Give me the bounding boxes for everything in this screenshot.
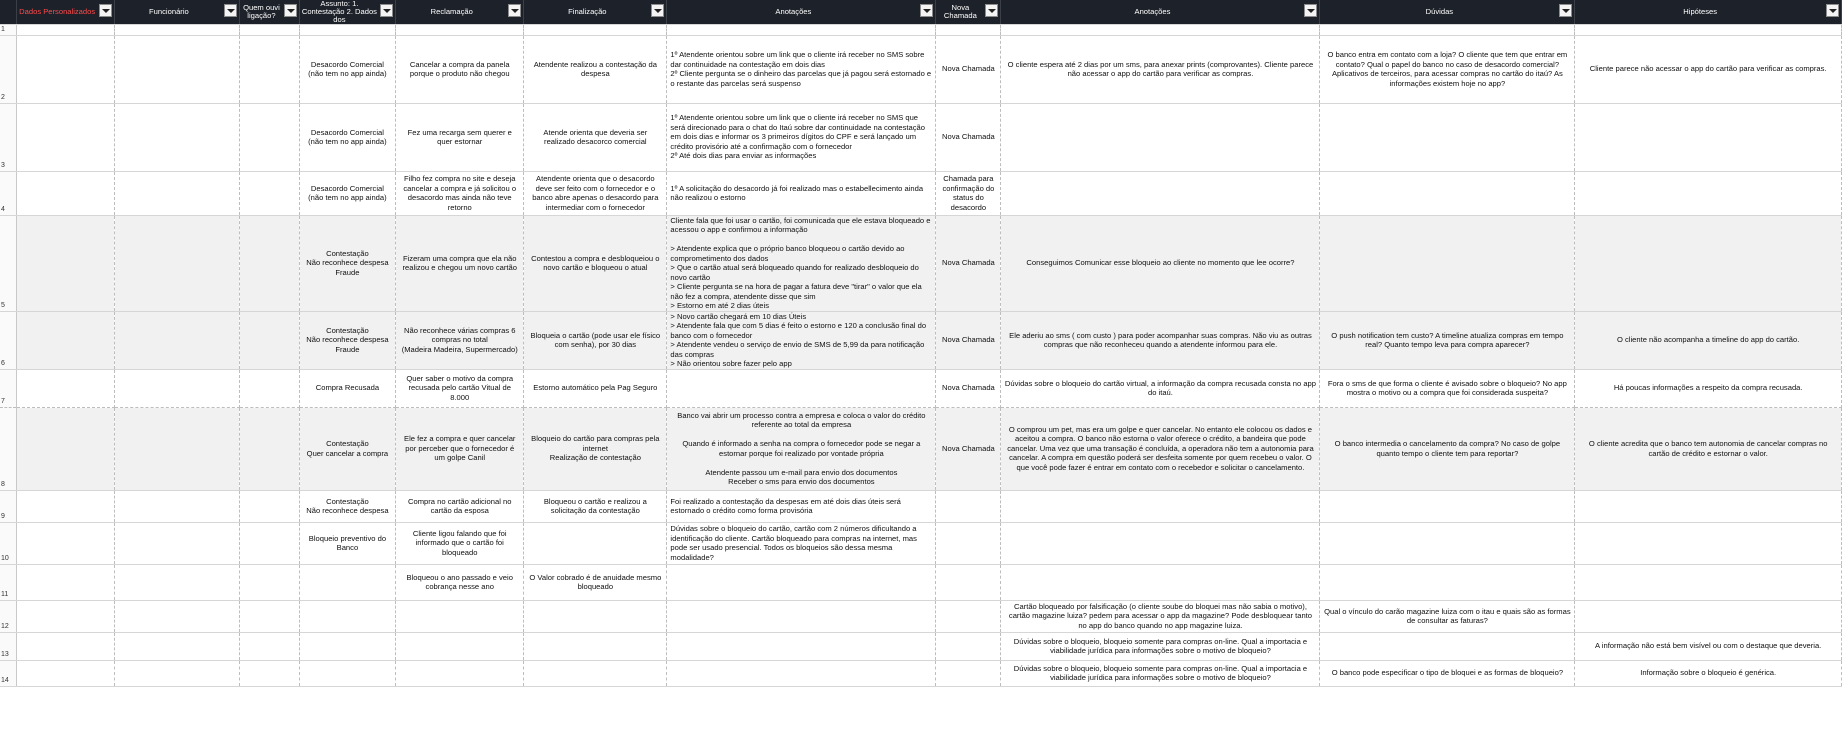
table-cell[interactable]	[1575, 600, 1842, 632]
table-cell[interactable]: Bloqueou o cartão e realizou a solicitação da contestação	[524, 490, 667, 522]
table-cell[interactable]: Dúvidas sobre o bloqueio, bloqueio somente para compras on-line. Qual a importacia e viabilidade jurídica para informações sobre o motivo de bloqueio?	[1001, 660, 1320, 686]
row-number[interactable]: 2	[0, 35, 16, 103]
table-cell[interactable]	[1320, 171, 1575, 215]
row-number[interactable]: 12	[0, 600, 16, 632]
table-cell[interactable]	[667, 564, 936, 600]
table-cell[interactable]	[1320, 564, 1575, 600]
table-cell[interactable]	[114, 25, 240, 36]
column-header-label: Assunto: 1. Contestação 2. Dados dos	[301, 0, 377, 24]
table-cell[interactable]: Qual o vínculo do carão magazine luiza com o itau e quais são as formas de consultar as faturas?	[1320, 600, 1575, 632]
table-cell[interactable]	[524, 632, 667, 660]
filter-dropdown-icon[interactable]	[920, 4, 933, 17]
table-cell[interactable]	[524, 660, 667, 686]
table-cell[interactable]	[114, 171, 240, 215]
column-header[interactable]	[936, 0, 1001, 25]
table-cell[interactable]	[936, 564, 1001, 600]
table-cell[interactable]	[1320, 25, 1575, 36]
table-cell[interactable]	[936, 25, 1001, 36]
table-cell[interactable]	[299, 564, 396, 600]
table-cell[interactable]: Dúvidas sobre o bloqueio, bloqueio somente para compras on-line. Qual a importacia e viabilidade jurídica para informações sobre o motivo de bloqueio?	[1001, 632, 1320, 660]
table-cell[interactable]	[114, 369, 240, 407]
table-cell[interactable]	[1320, 632, 1575, 660]
table-cell[interactable]	[1320, 490, 1575, 522]
column-header-label: Anotações	[1134, 7, 1171, 16]
table-cell[interactable]	[114, 35, 240, 103]
table-cell[interactable]	[936, 600, 1001, 632]
table-cell[interactable]: Contestação Quer cancelar a compra	[299, 407, 396, 490]
table-cell[interactable]	[16, 215, 114, 311]
corner-cell[interactable]	[0, 0, 16, 25]
column-header[interactable]	[1575, 0, 1842, 25]
filter-dropdown-icon[interactable]	[985, 4, 998, 17]
table-cell[interactable]: Bloqueio do cartão para compras pela internet Realização de contestação	[524, 407, 667, 490]
table-cell[interactable]	[524, 522, 667, 564]
table-cell[interactable]	[299, 632, 396, 660]
table-cell[interactable]	[240, 522, 299, 564]
table-cell[interactable]: O banco intermedia o cancelamento da compra? No caso de golpe quanto tempo o cliente tem para reportar?	[1320, 407, 1575, 490]
table-cell[interactable]	[667, 600, 936, 632]
column-header-label: Finalização	[568, 7, 607, 16]
table-cell[interactable]	[396, 25, 524, 36]
column-header[interactable]	[114, 0, 240, 25]
column-header[interactable]	[240, 0, 299, 25]
table-cell[interactable]	[240, 660, 299, 686]
table-cell[interactable]	[299, 600, 396, 632]
filter-dropdown-icon[interactable]	[508, 4, 521, 17]
table-cell[interactable]: Fora o sms de que forma o cliente é avisado sobre o bloqueio? No app mostra o motivo ou a compra que foi considerada suspeita?	[1320, 369, 1575, 407]
table-cell[interactable]	[936, 660, 1001, 686]
table-cell[interactable]: O comprou um pet, mas era um golpe e quer cancelar. No entanto ele colocou os dados e aceitou a compra. O banco não estorna o valor oferece o crédito, a bandeira que pode cancelar. Uma vez que uma transação é concluída, a operadora não tem a autonomia para cancelar. A compra em questão poderá ser desfeita somente por quem recebeu o valor. O que você pode fazer é entrar em contato com o recebedor e solicitar o cancelamento.	[1001, 407, 1320, 490]
column-header[interactable]	[396, 0, 524, 25]
table-cell[interactable]: O Valor cobrado é de anuidade mesmo bloqueado	[524, 564, 667, 600]
table-cell[interactable]: Ele fez a compra e quer cancelar por perceber que o fornecedor é um golpe Canil	[396, 407, 524, 490]
filter-dropdown-icon[interactable]	[1559, 4, 1572, 17]
table-cell[interactable]	[936, 490, 1001, 522]
table-cell[interactable]	[667, 369, 936, 407]
table-cell[interactable]: Bloqueio preventivo do Banco	[299, 522, 396, 564]
table-row	[0, 311, 1842, 369]
table-cell[interactable]	[1001, 564, 1320, 600]
table-cell[interactable]: Contestação Não reconhece despesa Fraude	[299, 215, 396, 311]
table-cell[interactable]	[114, 632, 240, 660]
table-cell[interactable]	[240, 215, 299, 311]
table-cell[interactable]	[114, 660, 240, 686]
table-row	[0, 600, 1842, 632]
table-cell[interactable]	[240, 35, 299, 103]
table-cell[interactable]	[16, 632, 114, 660]
table-cell[interactable]	[114, 522, 240, 564]
table-cell[interactable]: Nova Chamada	[936, 35, 1001, 103]
table-cell[interactable]: Nova Chamada	[936, 215, 1001, 311]
table-row	[0, 564, 1842, 600]
table-cell[interactable]: Banco vai abrir um processo contra a empresa e coloca o valor do crédito referente ao total da empresa Quando é informado a senha na compra o fornecedor pode se negar a estornar porque foi realizado por vontade própria Atendente passou um e-mail para envio dos documentos Receber o sms para envio dos documentos	[667, 407, 936, 490]
table-cell[interactable]: 1º Atendente orientou sobre um link que o cliente irá receber no SMS que será direcionado para o chat do Itaú sobre dar continuidade na contestação em dois dias e informar os 3 primeiros dígitos do CPF e será lançado um crédito provisório até a confirmação com o fornecedor 2º Até dois dias para enviar as informações	[667, 103, 936, 171]
table-row	[0, 215, 1842, 311]
row-number[interactable]: 4	[0, 171, 16, 215]
table-cell[interactable]	[936, 632, 1001, 660]
table-cell[interactable]	[396, 660, 524, 686]
table-cell[interactable]: Bloqueia o cartão (pode usar ele físico com senha), por 30 dias	[524, 311, 667, 369]
table-row	[0, 632, 1842, 660]
column-header-label: Quem ouvi ligação?	[243, 3, 280, 20]
table-cell[interactable]	[1575, 564, 1842, 600]
table-cell[interactable]	[16, 564, 114, 600]
column-header[interactable]	[667, 0, 936, 25]
table-cell[interactable]	[1320, 103, 1575, 171]
table-cell[interactable]	[240, 25, 299, 36]
row-number[interactable]: 10	[0, 522, 16, 564]
table-cell[interactable]	[114, 103, 240, 171]
table-cell[interactable]: 1º Atendente orientou sobre um link que o cliente irá receber no SMS sobre dar continuidade na contestação em dois dias 2º Cliente pergunta se o dinheiro das parcelas que já pagou será estornado e o restante das parcelas será suspenso	[667, 35, 936, 103]
row-number[interactable]: 7	[0, 369, 16, 407]
table-cell[interactable]	[1575, 522, 1842, 564]
table-cell[interactable]	[936, 522, 1001, 564]
table-cell[interactable]	[16, 660, 114, 686]
table-cell[interactable]	[667, 632, 936, 660]
column-header-label: Nova Chamada	[943, 3, 977, 20]
table-cell[interactable]: Nova Chamada	[936, 369, 1001, 407]
row-number[interactable]: 5	[0, 215, 16, 311]
column-header[interactable]	[1001, 0, 1320, 25]
table-row	[0, 25, 1842, 36]
table-cell[interactable]: Conseguimos Comunicar esse bloqueio ao cliente no momento que lee ocorre?	[1001, 215, 1320, 311]
column-header-label: Reclamação	[430, 7, 473, 16]
table-cell[interactable]	[1575, 25, 1842, 36]
table-cell[interactable]	[16, 103, 114, 171]
table-cell[interactable]	[524, 25, 667, 36]
table-cell[interactable]	[16, 35, 114, 103]
table-cell[interactable]: Desacordo Comercial (não tem no app ainda)	[299, 171, 396, 215]
table-cell[interactable]: Estorno automático pela Pag Seguro	[524, 369, 667, 407]
row-number[interactable]: 14	[0, 660, 16, 686]
table-cell[interactable]	[240, 407, 299, 490]
row-number[interactable]: 1	[0, 25, 16, 36]
table-cell[interactable]	[114, 215, 240, 311]
table-cell[interactable]	[240, 490, 299, 522]
filter-dropdown-icon[interactable]	[224, 4, 237, 17]
table-cell[interactable]	[1575, 490, 1842, 522]
table-row	[0, 522, 1842, 564]
table-cell[interactable]	[114, 600, 240, 632]
table-cell[interactable]: Contestação Não reconhece despesa Fraude	[299, 311, 396, 369]
row-number[interactable]: 9	[0, 490, 16, 522]
table-cell[interactable]	[114, 407, 240, 490]
table-cell[interactable]	[1001, 490, 1320, 522]
table-row	[0, 660, 1842, 686]
row-number[interactable]: 11	[0, 564, 16, 600]
table-cell[interactable]	[16, 311, 114, 369]
table-cell[interactable]	[114, 311, 240, 369]
table-cell[interactable]: Contestou a compra e desbloqueiou o novo cartão e bloqueou o atual	[524, 215, 667, 311]
table-cell[interactable]	[16, 522, 114, 564]
header-row	[0, 0, 1842, 25]
table-cell[interactable]: Nova Chamada	[936, 311, 1001, 369]
table-cell[interactable]: Compra no cartão adicional no cartão da esposa	[396, 490, 524, 522]
column-header[interactable]	[524, 0, 667, 25]
table-cell[interactable]	[396, 600, 524, 632]
table-cell[interactable]: O cliente não acompanha a timeline do app do cartão.	[1575, 311, 1842, 369]
table-cell[interactable]: Não reconhece várias compras 6 compras no total (Madeira Madeira, Supermercado)	[396, 311, 524, 369]
table-cell[interactable]	[1001, 171, 1320, 215]
table-cell[interactable]	[299, 660, 396, 686]
table-cell[interactable]: Contestação Não reconhece despesa	[299, 490, 396, 522]
table-cell[interactable]: Desacordo Comercial (não tem no app ainda)	[299, 103, 396, 171]
row-number[interactable]: 13	[0, 632, 16, 660]
column-header-label: Anotações	[775, 7, 812, 16]
table-cell[interactable]	[240, 600, 299, 632]
table-cell[interactable]: Desacordo Comercial (não tem no app ainda)	[299, 35, 396, 103]
table-cell[interactable]: Fez uma recarga sem querer e quer estornar	[396, 103, 524, 171]
table-row	[0, 103, 1842, 171]
column-header-label: Hipóteses	[1683, 7, 1718, 16]
table-cell[interactable]: O banco pode especificar o tipo de bloquei e as formas de bloqueio?	[1320, 660, 1575, 686]
filter-dropdown-icon[interactable]	[1826, 4, 1839, 17]
table-cell[interactable]: Atendente orienta que o desacordo deve ser feito com o fornecedor e o banco abre apenas o desacordo para intermediar com o fornecedor	[524, 171, 667, 215]
table-cell[interactable]: Cliente ligou falando que foi informado que o cartão foi bloqueado	[396, 522, 524, 564]
filter-dropdown-icon[interactable]	[284, 4, 297, 17]
table-cell[interactable]: O cliente acredita que o banco tem autonomia de cancelar compras no cartão de crédito e estornar o valor.	[1575, 407, 1842, 490]
table-cell[interactable]	[667, 660, 936, 686]
table-cell[interactable]: Cliente fala que foi usar o cartão, foi comunicada que ele estava bloqueado e acessou o app e confirmou a informação > Atendente explica que o próprio banco bloqueou o cartão devido ao comprometimento dos dados > Que o cartão atual será bloqueado quando for realizado desbloqueio do novo cartão > Cliente pergunta se na hora de pagar a fatura deve "tirar" o valor que ela não fez a compra, atendente disse que sim > Estorno em até 2 dias úteis	[667, 215, 936, 311]
table-cell[interactable]: O banco entra em contato com a loja? O cliente que tem que entrar em contato? Qual o papel do banco no caso de desacordo comercial? Aplicativos de terceiros, para acessar compras no cartão do itaú? As informações existem hoje no app?	[1320, 35, 1575, 103]
table-cell[interactable]: O push notification tem custo? A timeline atualiza compras em tempo real? Quanto tempo leva para compra aparecer?	[1320, 311, 1575, 369]
table-cell[interactable]: Atendente realizou a contestação da despesa	[524, 35, 667, 103]
table-cell[interactable]: Filho fez compra no site e deseja cancelar a compra e já solicitou o desacordo mas ainda não teve retorno	[396, 171, 524, 215]
table-cell[interactable]: Dúvidas sobre o bloqueio do cartão virtual, a informação da compra recusada consta no app do itaú.	[1001, 369, 1320, 407]
table-cell[interactable]	[114, 490, 240, 522]
table-cell[interactable]	[240, 311, 299, 369]
table-cell[interactable]: Informação sobre o bloqueio é genérica.	[1575, 660, 1842, 686]
table-cell[interactable]: Cartão bloqueado por falsificação (o cliente soube do bloquei mas não sabia o motivo), cartão magazine luiza? pedem para acessar o app da magazine? Pode desbloquear tanto no app do banco quando no app magazine luiza.	[1001, 600, 1320, 632]
table-cell[interactable]: Foi realizado a contestação da despesas em até dois dias úteis será estornado o crédito como forma provisória	[667, 490, 936, 522]
filter-dropdown-icon[interactable]	[380, 4, 393, 17]
table-cell[interactable]	[524, 600, 667, 632]
table-cell[interactable]: Nova Chamada	[936, 103, 1001, 171]
table-cell[interactable]	[667, 25, 936, 36]
table-cell[interactable]	[16, 407, 114, 490]
table-cell[interactable]	[240, 564, 299, 600]
table-cell[interactable]	[16, 600, 114, 632]
table-cell[interactable]	[16, 25, 114, 36]
table-cell[interactable]	[1001, 103, 1320, 171]
row-number[interactable]: 6	[0, 311, 16, 369]
table-cell[interactable]: Compra Recusada	[299, 369, 396, 407]
table-cell[interactable]	[299, 25, 396, 36]
table-cell[interactable]: 1º A solicitação do desacordo já foi realizado mas o estabellecimento ainda não realizou o estorno	[667, 171, 936, 215]
table-cell[interactable]: Há poucas informações a respeito da compra recusada.	[1575, 369, 1842, 407]
table-cell[interactable]: Atende orienta que deveria ser realizado desacorco comercial	[524, 103, 667, 171]
filter-dropdown-icon[interactable]	[1304, 4, 1317, 17]
table-cell[interactable]: Cancelar a compra da panela porque o produto não chegou	[396, 35, 524, 103]
filter-dropdown-icon[interactable]	[99, 4, 112, 17]
table-cell[interactable]	[1001, 522, 1320, 564]
table-cell[interactable]: Nova Chamada	[936, 407, 1001, 490]
table-cell[interactable]	[240, 103, 299, 171]
table-cell[interactable]	[1575, 171, 1842, 215]
column-header-label: Dúvidas	[1425, 7, 1454, 16]
table-cell[interactable]: Chamada para confirmação do status do desacordo	[936, 171, 1001, 215]
column-header[interactable]	[299, 0, 396, 25]
table-cell[interactable]	[1575, 215, 1842, 311]
table-cell[interactable]	[114, 564, 240, 600]
table-cell[interactable]: Ele aderiu ao sms ( com custo ) para poder acompanhar suas compras. Não viu as outras compras que não reconheceu quando a atendente informou para ele.	[1001, 311, 1320, 369]
table-cell[interactable]	[240, 632, 299, 660]
table-cell[interactable]: Dúvidas sobre o bloqueio do cartão, cartão com 2 números dificultando a identificação do cliente. Cartão bloqueado para compras na internet, mas pode ser usado presencial. Todos os bloqueios são dessa mesma modalidade?	[667, 522, 936, 564]
table-cell[interactable]: O cliente espera até 2 dias por um sms, para anexar prints (comprovantes). Cliente parece não acessar o app do cartão para verificar as compras.	[1001, 35, 1320, 103]
table-cell[interactable]	[240, 369, 299, 407]
table-cell[interactable]: Quer saber o motivo da compra recusada pelo cartão Vitual de 8.000	[396, 369, 524, 407]
table-cell[interactable]	[1575, 103, 1842, 171]
table-cell[interactable]	[16, 490, 114, 522]
column-header[interactable]	[16, 0, 114, 25]
table-cell[interactable]	[1320, 522, 1575, 564]
table-cell[interactable]	[1320, 215, 1575, 311]
table-cell[interactable]	[396, 632, 524, 660]
column-header-label: Funcionário	[149, 7, 189, 16]
table-body	[0, 25, 1842, 687]
table-cell[interactable]	[240, 171, 299, 215]
column-header[interactable]	[1320, 0, 1575, 25]
row-number[interactable]: 3	[0, 103, 16, 171]
table-row	[0, 171, 1842, 215]
table-row	[0, 369, 1842, 407]
filter-dropdown-icon[interactable]	[651, 4, 664, 17]
row-number[interactable]: 8	[0, 407, 16, 490]
table-cell[interactable]: Fizeram uma compra que ela não realizou e chegou um novo cartão	[396, 215, 524, 311]
table-cell[interactable]	[16, 369, 114, 407]
table-cell[interactable]	[1001, 25, 1320, 36]
table-cell[interactable]	[16, 171, 114, 215]
column-header-label: Dados Personalizados	[19, 7, 96, 16]
table-cell[interactable]: Cliente parece não acessar o app do cartão para verificar as compras.	[1575, 35, 1842, 103]
table-cell[interactable]: > Novo cartão chegará em 10 dias Úteis > Atendente fala que com 5 dias é feito o estorno e 120 a conclusão final do banco com o fornecedor > Atendente vendeu o serviço de envio de SMS de 5,99 da para notificação das compras > Não orientou sobre fazer pelo app	[667, 311, 936, 369]
table-cell[interactable]: A informação não está bem visível ou com o destaque que deveria.	[1575, 632, 1842, 660]
table-row	[0, 407, 1842, 490]
table-row	[0, 35, 1842, 103]
table-cell[interactable]: Bloqueou o ano passado e veio cobrança nesse ano	[396, 564, 524, 600]
table-row	[0, 490, 1842, 522]
